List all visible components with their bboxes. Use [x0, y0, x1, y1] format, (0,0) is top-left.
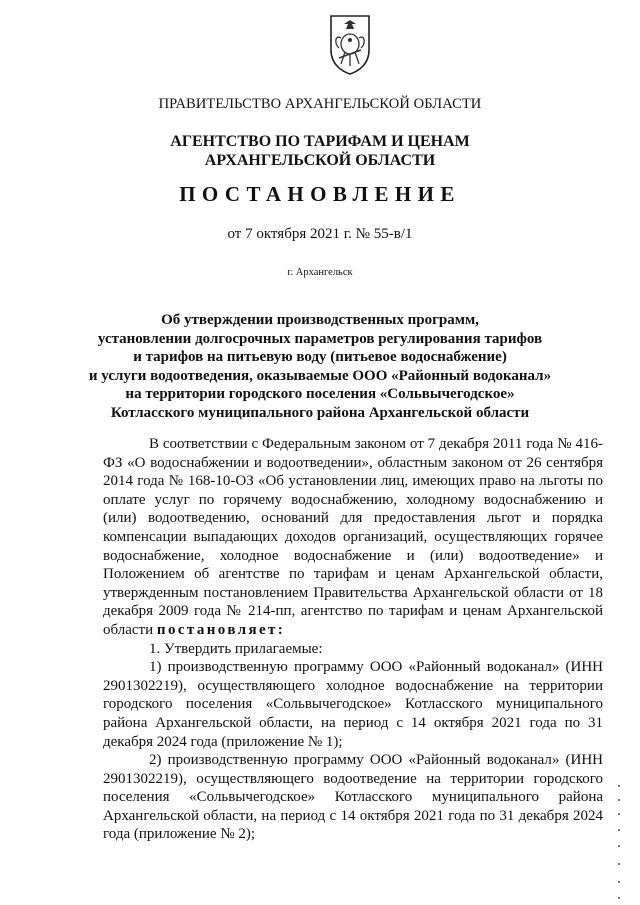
city: г. Архангельск: [287, 267, 353, 278]
coat-of-arms-icon: [327, 14, 373, 76]
date-number: от 7 октября 2021 г. № 55-в/1: [227, 226, 413, 242]
intro-paragraph: [103, 435, 603, 640]
subject-line: на территории городского поселения «Сольвычегодское»: [125, 386, 515, 403]
subject-line: установлении долгосрочных параметров регулирования тарифов: [97, 330, 543, 347]
agency-line-2: АРХАНГЕЛЬСКОЙ ОБЛАСТИ: [204, 152, 436, 169]
agency-line-1: АГЕНТСТВО ПО ТАРИФАМ И ЦЕНАМ: [170, 133, 470, 150]
subject-line: и тарифов на питьевую воду (питьевое водоснабжение): [133, 349, 507, 366]
item-1-1: 1) производственную программу ООО «Районный водоканал» (ИНН 2901302219), осуществляющего холодное водоснабжение на территории городского поселения «Сольвычегодское» Котласского муниципального района Архангельской области, на период с 14 октября 2021 года по 31 декабря 2024 года (приложение № 1);: [103, 659, 603, 750]
subject-line: и услуги водоотведения, оказываемые ООО «Районный водоканал»: [88, 367, 552, 384]
agency-name: [0, 132, 640, 170]
government-name: ПРАВИТЕЛЬСТВО АРХАНГЕЛЬСКОЙ ОБЛАСТИ: [158, 96, 482, 112]
item-1-2: 2) производственную программу ООО «Районный водоканал» (ИНН 2901302219), осуществляющего водоотведение на территории городского поселения «Сольвычегодское» Котласского муниципального района Архангельской области, на период с 14 октября 2021 года по 31 декабря 2024 года (приложение № 2);: [103, 752, 603, 843]
document-body: [103, 435, 603, 844]
subject-title: [0, 311, 640, 423]
document-type: ПОСТАНОВЛЕНИЕ: [179, 182, 461, 206]
subject-line: Об утверждении производственных программ,: [161, 312, 479, 328]
item-1: 1. Утвердить прилагаемые:: [149, 640, 323, 657]
subject-line: Котласского муниципального района Архангельской области: [110, 404, 530, 421]
scan-edge-marks: [618, 785, 620, 905]
resolves-word: постановляет:: [156, 621, 286, 638]
intro-text: В соответствии с Федеральным законом от 7 декабря 2011 года № 416-ФЗ «О водоснабжении и водоотведении», областным законом от 26 сентября 2014 года № 168-10-ОЗ «Об установлении лиц, имеющих право на льготы по оплате услуг по горячему водоснабжению, холодному водоснабжению и (или) водоотведению, оснований для предоставления льгот и порядка компенсации выпадающих доходов организаций, осуществляющих горячее водоснабжение, холодное водоснабжение и (или) водоотведение» и Положением об агентстве по тарифам и ценам Архангельской области, утвержденным постановлением Правительства Архангельской области от 18 декабря 2009 года № 214-пп, агентство по тарифам и ценам Архангельской области: [103, 436, 603, 638]
